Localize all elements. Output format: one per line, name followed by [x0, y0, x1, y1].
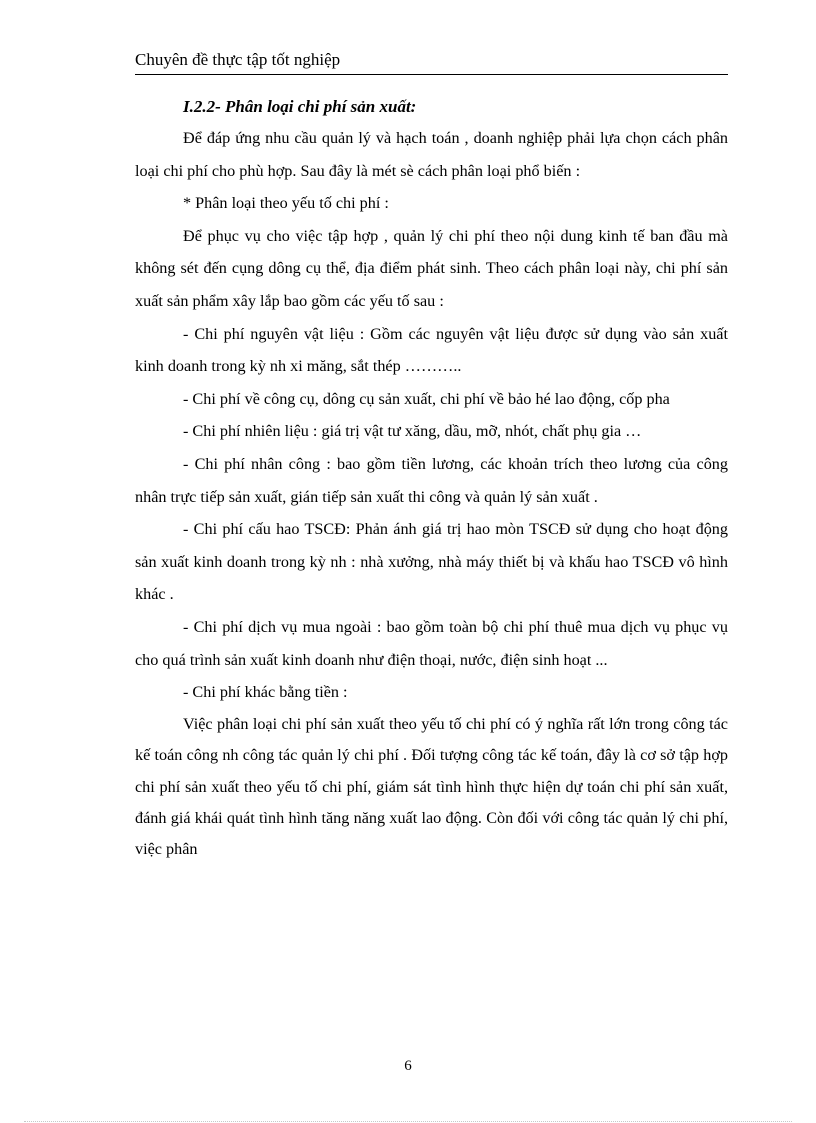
paragraph-intro: Để đáp ứng nhu cầu quản lý và hạch toán , doanh nghiệp phải lựa chọn cách phân loại chi phí cho phù hợp. Sau đây là mét sè cách phân loại phổ biến :: [135, 129, 728, 180]
list-item-labor: - Chi phí nhân công : bao gồm tiền lương, các khoản trích theo lương của công nhân trực tiếp sản xuất, gián tiếp sản xuất thi công và quản lý sản xuất .: [135, 454, 728, 506]
page-number: 6: [404, 1058, 412, 1074]
list-item-other-cash: - Chi phí khác bằng tiền :: [183, 683, 348, 702]
paragraph-significance: Việc phân loại chi phí sản xuất theo yếu tố chi phí có ý nghĩa rất lớn trong công tác kế toán công nh công tác quản lý chi phí . Đối tượng công tác kế toán, đây là cơ sở tập hợp chi phí sản xuất theo yếu tố chi phí, giám sát tình hình thực hiện dự toán chi phí sản xuất, đánh giá khái quát tình hình tăng năng xuất lao động. Còn đối với công tác quản lý chi phí, việc phân: [135, 714, 728, 859]
list-item-tools: - Chi phí về công cụ, dông cụ sản xuất, chi phí về bảo hé lao động, cốp pha: [183, 389, 670, 408]
list-item-depreciation: - Chi phí cấu hao TSCĐ: Phản ánh giá trị hao mòn TSCĐ sử dụng cho hoạt động sản xuất kinh doanh trong kỳ nh : nhà xưởng, nhà máy thiết bị và khấu hao TSCĐ vô hình khác .: [135, 520, 728, 604]
list-item-materials: - Chi phí nguyên vật liệu : Gồm các nguyên vật liệu được sử dụng vào sản xuất kinh doanh trong kỳ nh xi măng, sắt thép ………..: [135, 324, 728, 376]
section-heading: I.2.2- Phân loại chi phí sản xuất:: [183, 97, 417, 116]
paragraph-purpose: Để phục vụ cho việc tập hợp , quản lý chi phí theo nội dung kinh tế ban đầu mà không sét đến cụng dông cụ thể, địa điểm phát sinh. Theo cách phân loại này, chi phí sản xuất sản phẩm xây lắp bao gồm các yếu tố sau :: [135, 226, 728, 310]
list-item-services: - Chi phí dịch vụ mua ngoài : bao gồm toàn bộ chi phí thuê mua dịch vụ phục vụ cho quá trình sản xuất kinh doanh như điện thoại, nước, điện sinh hoạt ...: [135, 617, 728, 669]
document-body: [135, 92, 728, 866]
header-title: Chuyên đề thực tập tốt nghiệp: [135, 50, 341, 69]
list-item-fuel: - Chi phí nhiên liệu : giá trị vật tư xăng, dầu, mỡ, nhót, chất phụ gia …: [183, 422, 642, 441]
page-header: [135, 48, 728, 75]
bottom-divider: [24, 1121, 792, 1122]
paragraph-classification-title: * Phân loại theo yếu tố chi phí :: [183, 194, 389, 213]
